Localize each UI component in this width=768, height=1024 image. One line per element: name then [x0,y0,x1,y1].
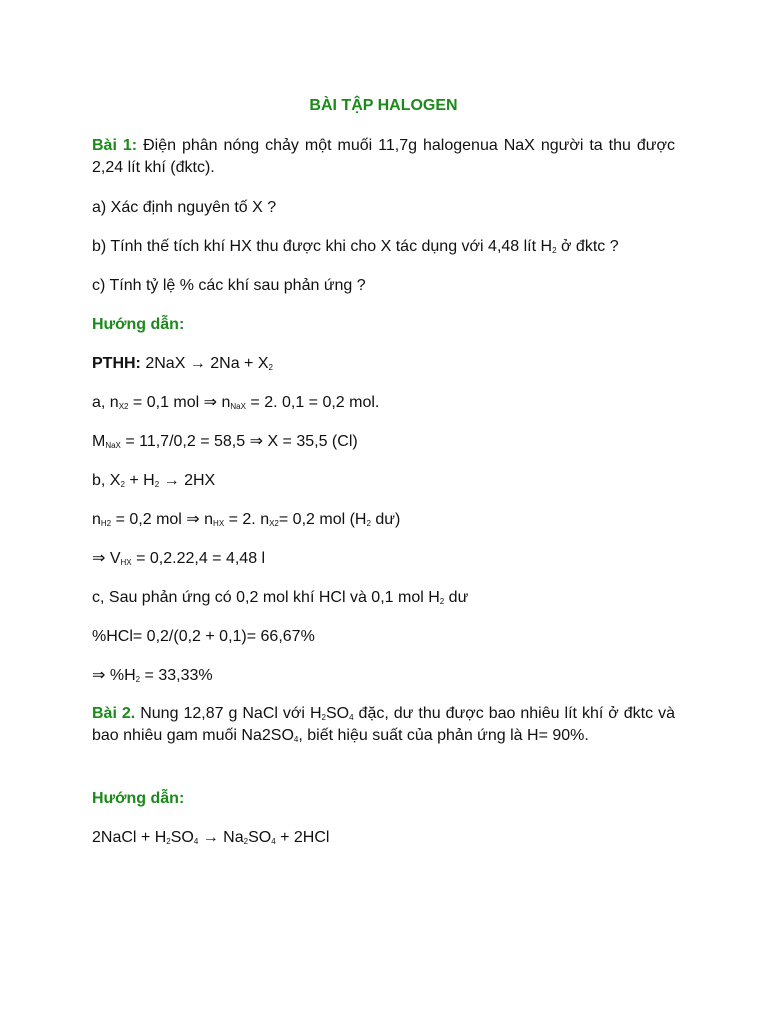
sol1-line-a: a, $n_{X2} = 0,1$ mol ⇒ $n_{NaX} = 2$. 0,1 = 0,2 mol. [92,394,380,411]
huong-dan-1-heading: Hướng dẫn: [92,316,185,333]
page-title: BÀI TẬP HALOGEN [309,97,458,114]
sol1-line-v: ⇒ $V_{HX} = 0,2.22,4 = 4,48$ l [92,550,266,567]
sol1-line-m: $M_{NaX} = 11,7/0,2 = 58,5$ ⇒ X = 35,5 (Cl) [92,433,358,450]
sol1-line-b: b, $X_2 + H_2 \to 2HX$ [92,472,216,489]
sol1-line-hcl: %HCl= 0,2/(0,2 + 0,1)= 66,67% [92,628,315,645]
bai1-paragraph [92,135,675,179]
pthh-line: PTHH: $2NaX \to 2Na + X_2$ [92,355,273,372]
bai2-label: Bài 2. [92,705,136,722]
sol2-equation: 2NaCl + $H_2SO_4 \to Na_2SO_4 + 2HCl$ [92,829,330,846]
bai1-question-c: c) Tính tỷ lệ % các khí sau phản ứng ? [92,277,366,294]
bai1-question-b: b) Tính thế tích khí HX thu được khi cho X tác dụng với 4,48 lít $H_2$ ở đktc ? [92,238,619,255]
sol1-line-c: c, Sau phản ứng có 0,2 mol khí HCl và 0,1 mol $H_2$ dư [92,589,469,606]
huong-dan-2-heading: Hướng dẫn: [92,790,185,807]
bai1-question-a: a) Xác định nguyên tố X ? [92,199,277,216]
sol1-line-n: $n_{H2} = 0,2$ mol ⇒ $n_{HX} = 2$. $n_{X2}= 0,2$ mol ($H_2$ dư) [92,511,401,528]
bai1-label: Bài 1: [92,137,138,154]
bai2-paragraph: Bài 2. Nung 12,87 g NaCl với $H_2SO_4$ đặc, dư thu được bao nhiêu lít khí ở đktc và bao nhiêu gam muối $Na2SO_4$, biết hiệu suất của phản ứng là H= 90%. [92,705,676,744]
sol1-line-h2: ⇒ $\%H_2 = 33,33\%$ [92,667,213,684]
bai1-text: Điện phân nóng chảy một muối 11,7g halogenua NaX người ta thu được 2,24 lít khí (đktc). [92,137,675,176]
